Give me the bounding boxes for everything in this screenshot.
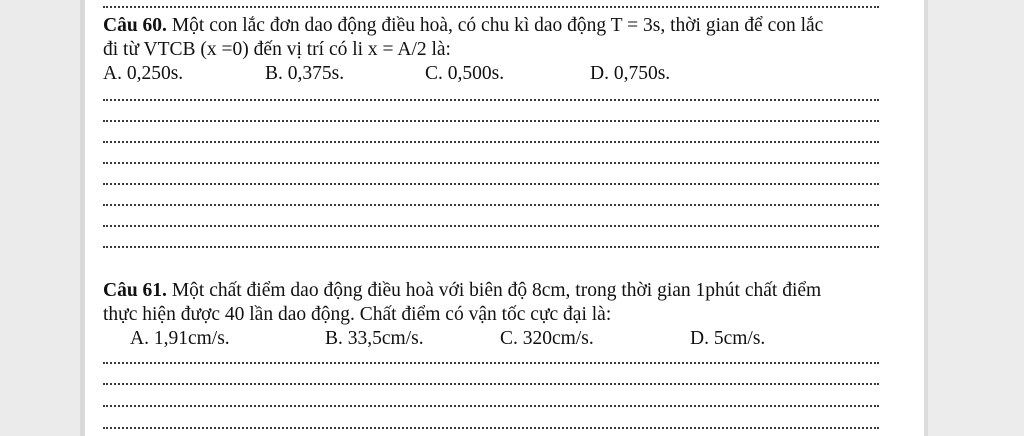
answer-line — [103, 362, 879, 364]
answer-line — [103, 99, 879, 101]
q60-option-b: B. 0,375s. — [265, 63, 345, 84]
answer-line — [103, 162, 879, 164]
answer-line — [103, 183, 879, 185]
answer-line — [103, 383, 879, 385]
answer-line — [103, 120, 879, 122]
q60-option-c: C. 0,500s. — [425, 63, 505, 84]
q61-text1: Một chất điểm dao động điều hoà với biên độ 8cm, trong thời gian 1phút chất điểm — [166, 280, 822, 301]
q60-line1 — [103, 14, 823, 38]
q60-label: Câu 60. — [103, 15, 167, 36]
document-page — [85, 0, 924, 436]
q60-option-d: D. 0,750s. — [590, 63, 671, 84]
answer-line — [103, 405, 879, 407]
q61-label: Câu 61. — [103, 280, 167, 301]
q61-option-b: B. 33,5cm/s. — [325, 328, 424, 349]
answer-line — [103, 204, 879, 206]
q61-option-d: D. 5cm/s. — [690, 328, 766, 349]
right-margin — [928, 0, 1024, 436]
q60-text1: Một con lắc đơn dao động điều hoà, có chu kì dao động T = 3s, thời gian để con lắc — [166, 15, 824, 36]
answer-line — [103, 141, 879, 143]
answer-line — [103, 225, 879, 227]
q61-line1 — [103, 279, 821, 303]
answer-line — [103, 246, 879, 248]
answer-line — [103, 6, 879, 8]
q61-option-c: C. 320cm/s. — [500, 328, 594, 349]
q61-option-a: A. 1,91cm/s. — [130, 328, 230, 349]
left-margin — [0, 0, 80, 436]
q61-line2: thực hiện được 40 lần dao động. Chất điểm có vận tốc cực đại là: — [103, 304, 612, 325]
q60-option-a: A. 0,250s. — [103, 63, 184, 84]
q60-line2: đi từ VTCB (x =0) đến vị trí có li x = A/2 là: — [103, 39, 451, 60]
answer-line — [103, 427, 879, 429]
